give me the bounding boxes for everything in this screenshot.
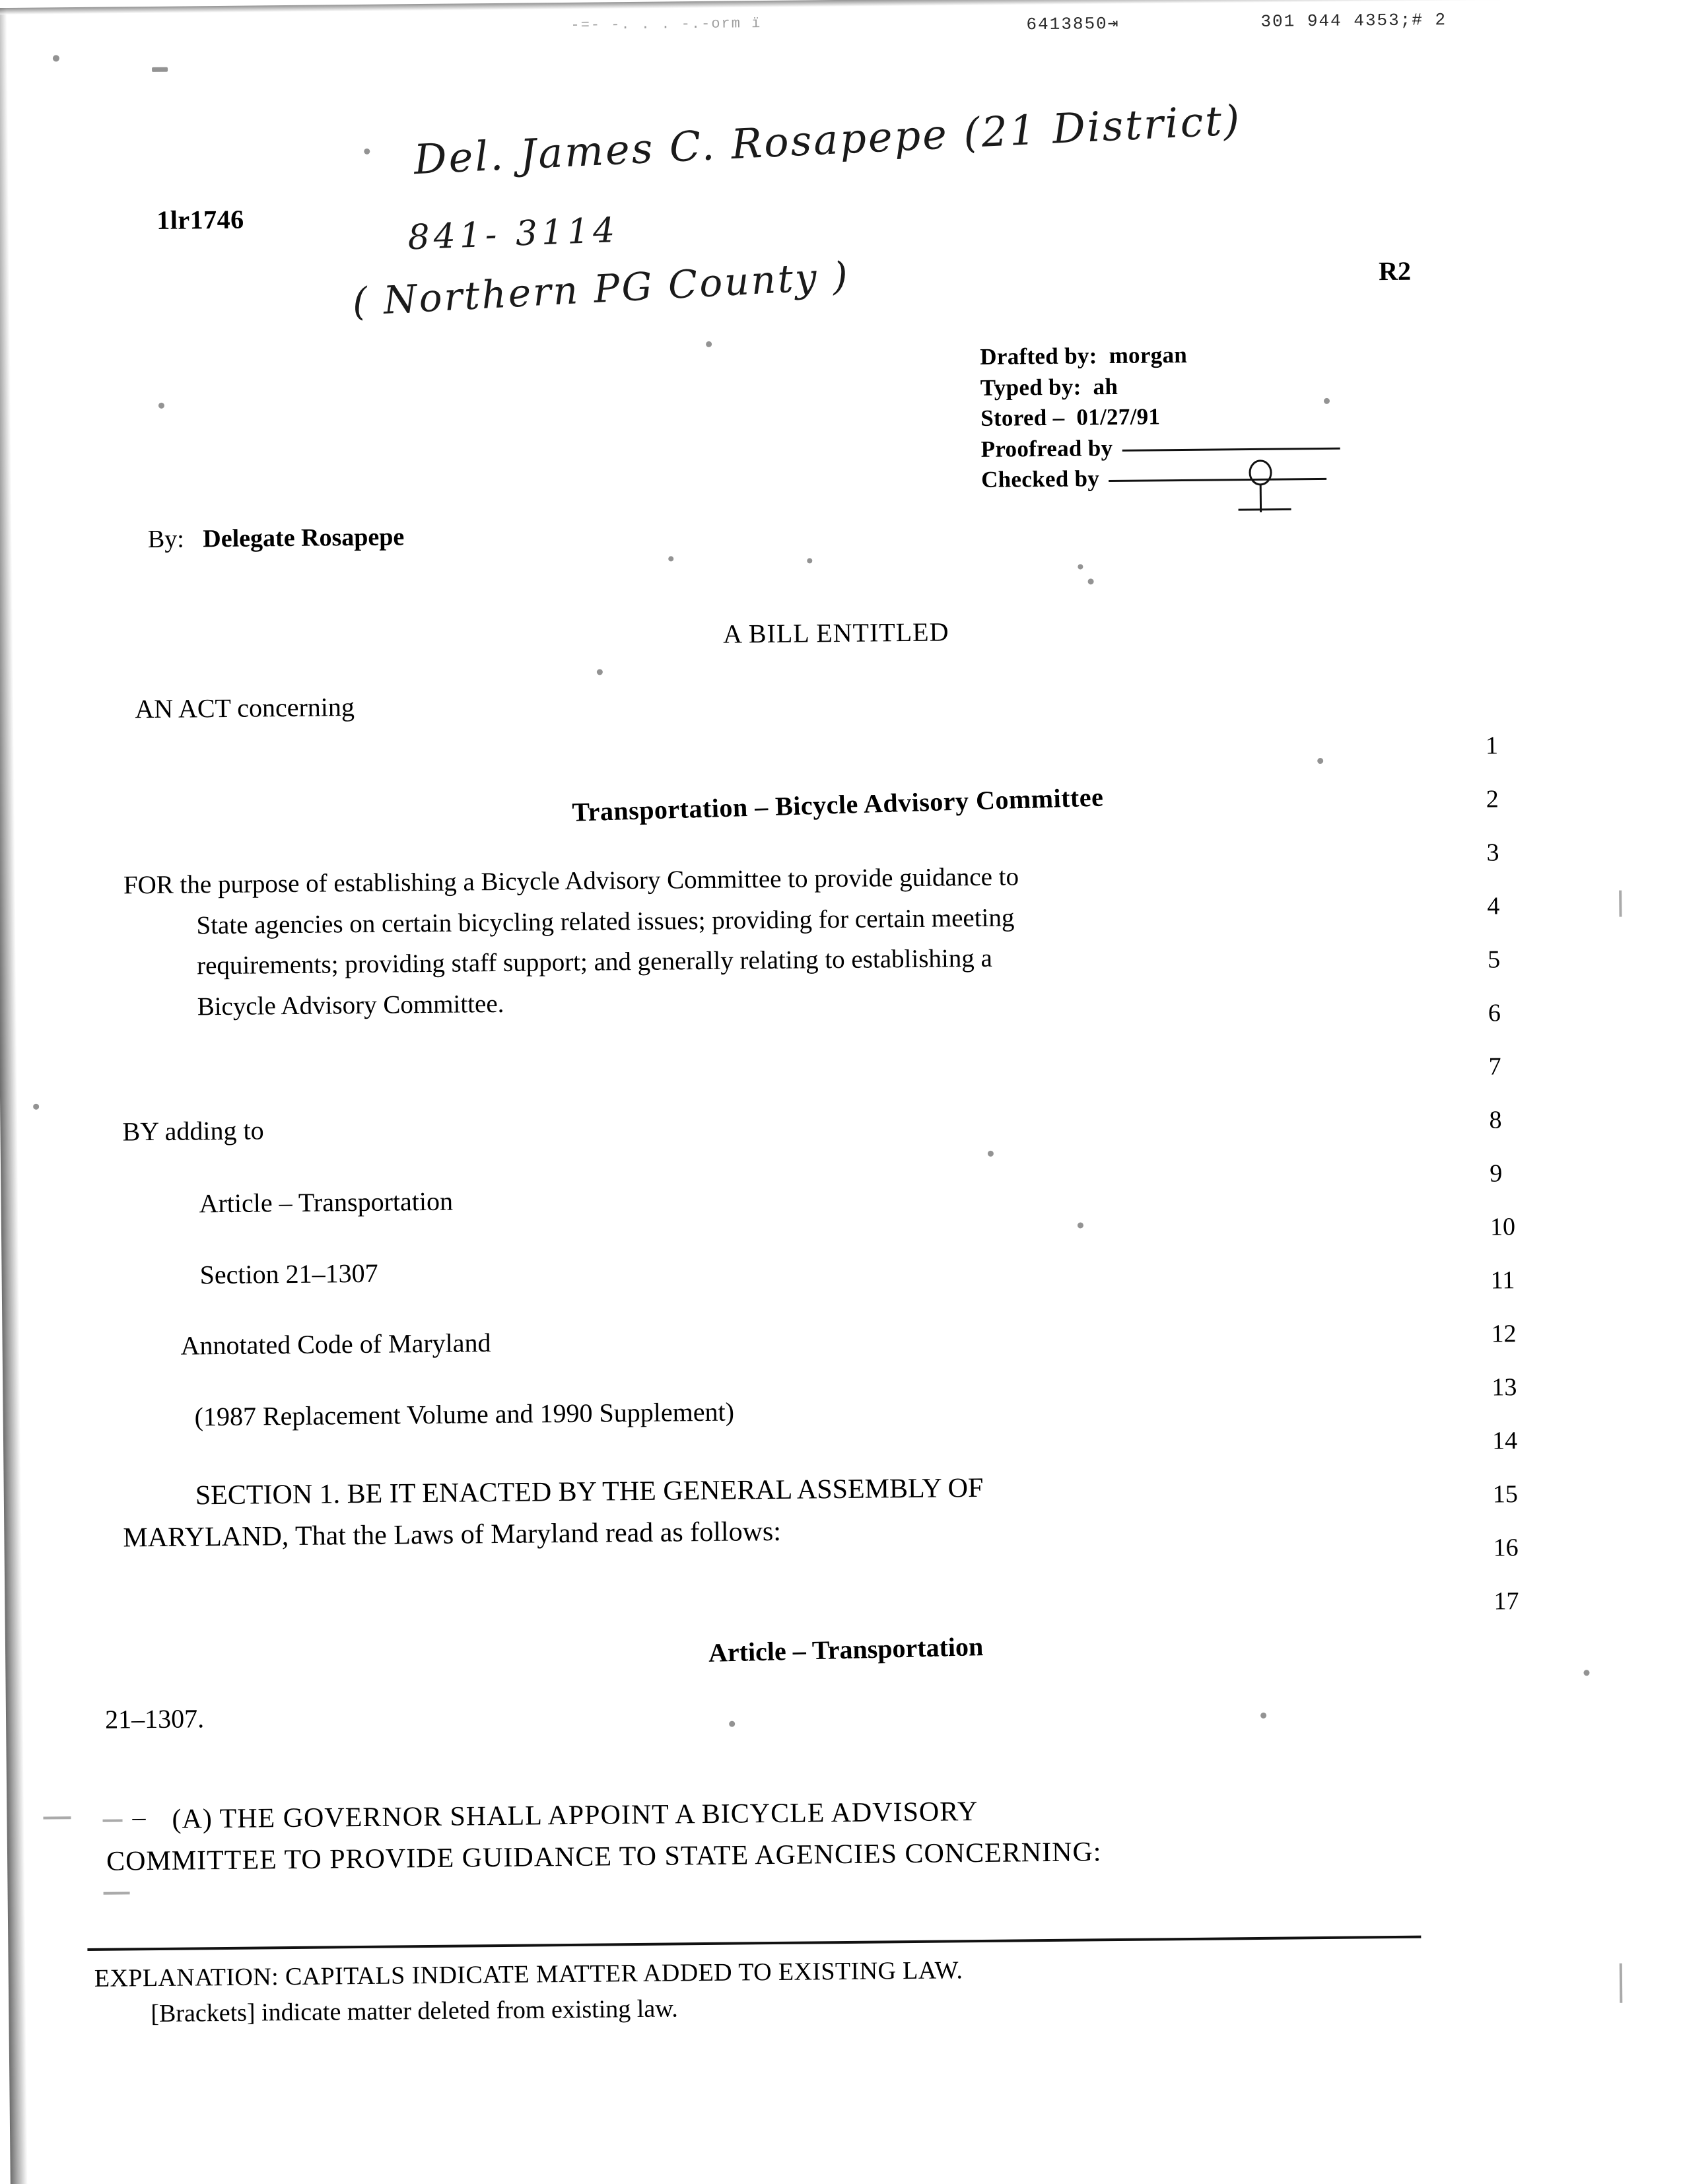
byline-value: Delegate Rosapepe [203,523,405,553]
stray-dash-mark: – [132,1802,146,1832]
scan-speck [807,558,812,563]
paragraph-a-line-2: COMMITTEE TO PROVIDE GUIDANCE TO STATE AGENCIES CONCERNING: [106,1837,1102,1877]
paragraph-a [106,1787,1414,1883]
scan-speck [1260,1713,1266,1719]
typed-by-value: ah [1093,373,1118,399]
scan-speck [1078,1222,1083,1228]
scan-speck [597,669,603,675]
handwritten-phone-number: 841- 3114 [407,210,620,258]
purpose-clause [123,853,1399,1028]
handwritten-county-note: ( Northern PG County ) [351,253,851,325]
scan-speck [1324,398,1330,404]
line-number: 14 [1492,1427,1518,1455]
scan-edge-tick [103,1819,123,1822]
fax-header-center-number: 6413850⇥ [1026,13,1120,35]
purpose-line-3: requirements; providing staff support; and generally relating to establishing a [196,944,993,980]
explanation-line-1: EXPLANATION: CAPITALS INDICATE MATTER ADDED TO EXISTING LAW. [94,1956,963,1993]
scan-edge-tick [1620,1963,1623,2003]
scan-speck [1088,578,1094,584]
byline-label: By: [147,525,185,554]
proofread-by-rule [1122,447,1340,451]
reference-article: Article – Transportation [199,1186,454,1219]
line-number: 2 [1486,785,1499,813]
typed-by-label: Typed by: [980,373,1081,401]
line-number: 9 [1490,1159,1503,1188]
handwritten-delegate-name: Del. James C. Rosapepe (21 District) [413,96,1243,184]
fax-header-right-number: 301 944 4353;# 2 [1260,10,1447,32]
line-number: 13 [1492,1373,1517,1402]
scan-speck [33,1104,39,1110]
scan-speck [1583,1670,1589,1676]
enacting-clause-line-1: SECTION 1. BE IT ENACTED BY THE GENERAL ASSEMBLY OF [195,1472,984,1511]
revision-mark: R2 [1378,256,1412,287]
scan-edge-tick [43,1816,71,1819]
line-number: 12 [1491,1320,1517,1348]
section-number: 21–1307. [104,1703,205,1734]
bill-entitled-heading: A BILL ENTITLED [722,617,949,649]
line-number: 4 [1487,892,1500,920]
line-number: 15 [1492,1480,1519,1509]
drafted-by-row [980,339,1339,373]
scan-edge-tick [1619,891,1622,917]
reference-code: Annotated Code of Maryland [180,1328,491,1361]
line-number: 17 [1493,1587,1519,1616]
article-heading: Article – Transportation [708,1631,984,1668]
byline [148,522,405,554]
lr-code: 1lr1746 [156,204,244,235]
explanation-note [94,1949,1416,2033]
scan-speck [988,1151,994,1157]
purpose-line-4: Bicycle Advisory Committee. [197,989,504,1021]
purpose-line-2: State agencies on certain bicycling related issues; providing for certain meeting [196,903,1015,939]
line-number: 7 [1488,1052,1501,1081]
scan-speck [152,67,168,72]
scan-left-edge-shadow [0,8,28,2184]
scan-speck [706,341,712,347]
line-number: 6 [1488,999,1501,1027]
typed-by-row [980,369,1340,403]
scan-speck [668,556,673,561]
line-number: 5 [1487,945,1501,974]
line-number: 16 [1493,1534,1519,1562]
line-number: 3 [1486,838,1499,867]
handwritten-initials-mark [1222,458,1302,518]
drafted-by-label: Drafted by: [980,343,1097,370]
an-act-concerning-label: AN ACT concerning [135,692,355,724]
line-number: 8 [1489,1106,1502,1134]
explanation-line-2: [Brackets] indicate matter deleted from existing law. [151,1995,678,2028]
line-number: 10 [1490,1213,1516,1241]
scan-speck [158,403,164,409]
stored-label: Stored – [980,404,1065,432]
purpose-line-1: FOR the purpose of establishing a Bicycle Advisory Committee to provide guidance to [123,862,1019,900]
footer-divider [87,1936,1421,1951]
fax-header-garbled: -=- -. . . -.-orm ï [570,15,762,34]
proofread-by-label: Proofread by [980,434,1113,462]
line-number-column [1486,732,1573,1642]
reference-section: Section 21–1307 [199,1258,378,1290]
scan-speck [1317,758,1323,764]
scan-speck [729,1721,735,1727]
stored-row [980,400,1340,434]
enacting-clause [123,1464,1404,1559]
drafted-by-value: morgan [1109,341,1188,369]
stored-value: 01/27/91 [1076,403,1161,430]
checked-by-label: Checked by [980,465,1100,493]
scan-speck [364,149,370,154]
scan-speck [53,55,59,61]
reference-volume: (1987 Replacement Volume and 1990 Supplement) [194,1396,735,1432]
line-number: 11 [1490,1266,1515,1295]
line-number: 1 [1485,732,1499,760]
scan-edge-tick [104,1892,130,1894]
by-adding-to-label: BY adding to [122,1115,264,1147]
scan-speck [1078,564,1083,569]
act-title: Transportation – Bicycle Advisory Committee [571,782,1104,827]
paragraph-a-line-1: (A) THE GOVERNOR SHALL APPOINT A BICYCLE ADVISORY [172,1796,978,1835]
enacting-clause-line-2: MARYLAND, That the Laws of Maryland read as follows: [123,1516,782,1553]
